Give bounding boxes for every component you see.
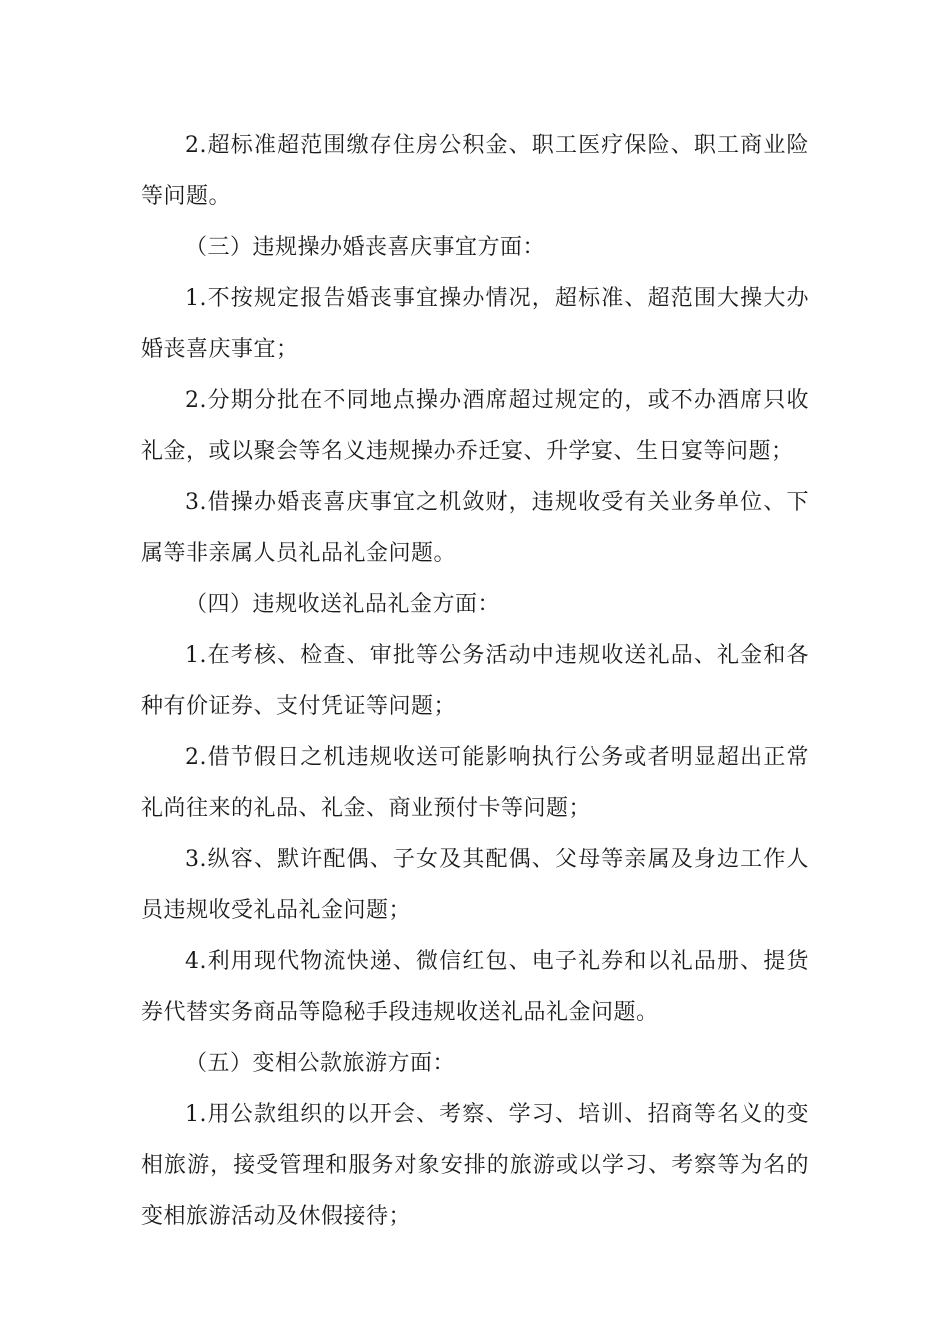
paragraph-item: 3.借操办婚丧喜庆事宜之机敛财，违规收受有关业务单位、下属等非亲属人员礼品礼金问题。 xyxy=(141,490,809,566)
paragraph-item: 1.在考核、检查、审批等公务活动中违规收送礼品、礼金和各种有价证券、支付凭证等问题； xyxy=(141,643,809,719)
paragraph-item: 2.分期分批在不同地点操办酒席超过规定的，或不办酒席只收礼金，或以聚会等名义违规操办乔迁宴、升学宴、生日宴等问题； xyxy=(141,388,809,464)
section-heading: （五）变相公款旅游方面： xyxy=(185,1051,456,1076)
paragraph-item: 3.纵容、默许配偶、子女及其配偶、父母等亲属及身边工作人员违规收受礼品礼金问题； xyxy=(141,847,809,923)
paragraph-item: 1.不按规定报告婚丧事宜操办情况，超标准、超范围大操大办婚丧喜庆事宜； xyxy=(141,286,809,362)
section-heading: （四）违规收送礼品礼金方面： xyxy=(185,592,501,617)
paragraph-item: 2.借节假日之机违规收送可能影响执行公务或者明显超出正常礼尚往来的礼品、礼金、商业预付卡等问题； xyxy=(141,745,809,821)
paragraph-item: 4.利用现代物流快递、微信红包、电子礼券和以礼品册、提货券代替实务商品等隐秘手段违规收送礼品礼金问题。 xyxy=(141,949,809,1025)
paragraph-item: 1.用公款组织的以开会、考察、学习、培训、招商等名义的变相旅游，接受管理和服务对象安排的旅游或以学习、考察等为名的变相旅游活动及休假接待； xyxy=(141,1102,809,1229)
section-heading: （三）违规操办婚丧喜庆事宜方面： xyxy=(185,235,546,260)
document-body xyxy=(141,120,809,1242)
paragraph-item: 2.超标准超范围缴存住房公积金、职工医疗保险、职工商业险等问题。 xyxy=(141,133,809,209)
